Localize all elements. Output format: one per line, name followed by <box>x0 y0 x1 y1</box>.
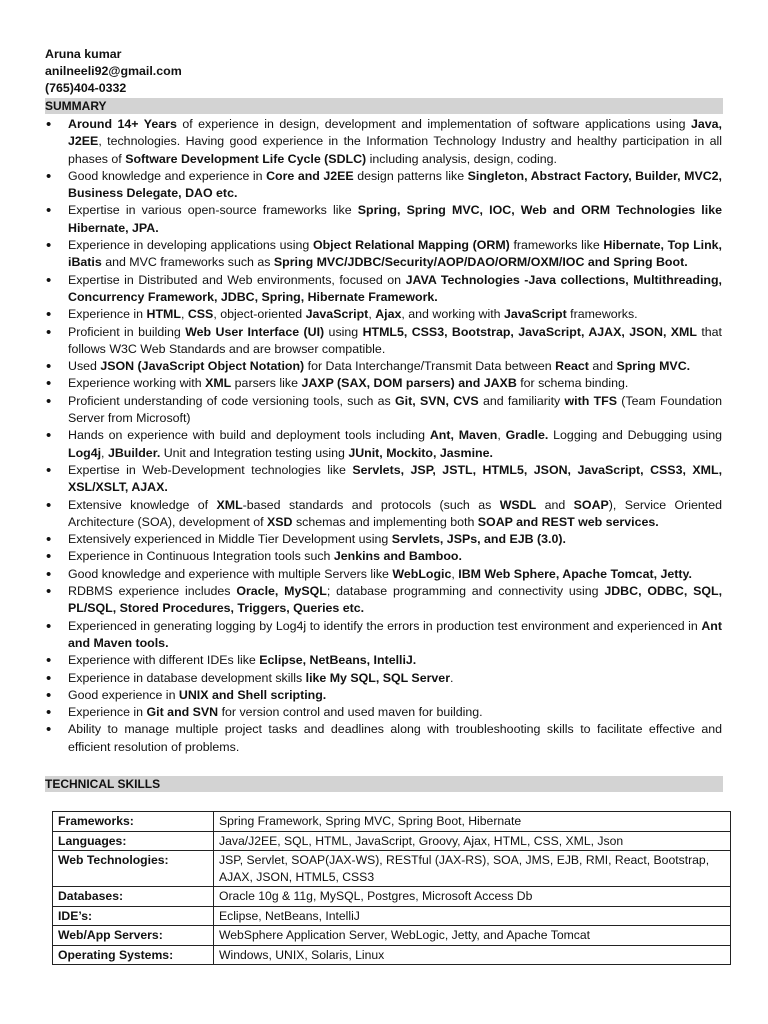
skills-row <box>53 851 731 887</box>
body-text: Proficient in building <box>68 324 186 339</box>
summary-bullet <box>45 202 722 237</box>
body-text: for version control and used maven for building. <box>218 705 483 720</box>
bold-text: Ant and Maven tools. <box>68 618 722 650</box>
body-text: design patterns like <box>353 168 468 183</box>
bold-text: Servlets, JSP, JSTL, HTML5, JSON, JavaScript, CSS3, XML, XSL/XSLT, AJAX. <box>68 462 723 495</box>
body-text: and <box>536 497 574 512</box>
summary-bullet <box>45 704 722 721</box>
body-text: and familiarity <box>478 393 565 408</box>
summary-bullet <box>45 393 722 428</box>
skills-row <box>53 945 731 965</box>
summary-bullet <box>45 324 722 359</box>
bold-text: Software Development Life Cycle (SDLC) <box>125 151 367 166</box>
body-text: -based standards and protocols (such as <box>242 497 500 512</box>
bold-text: Git and SVN <box>146 705 219 720</box>
body-text: RDBMS experience includes <box>68 584 237 599</box>
skill-values: Oracle 10g & 11g, MySQL, Postgres, Microsoft Access Db <box>214 887 731 907</box>
bold-text: Jenkins and Bamboo. <box>333 549 462 564</box>
body-text: Experienced in generating logging by Log4j to identify the errors in production test environment and experienced in <box>68 618 702 633</box>
bold-text: like My SQL, SQL Server <box>305 670 451 685</box>
body-text: Extensive knowledge of <box>68 497 217 512</box>
skills-row <box>53 887 731 907</box>
bold-text: Around 14+ Years <box>68 117 177 131</box>
bold-text: React <box>555 359 589 374</box>
skill-values: Spring Framework, Spring MVC, Spring Boot, Hibernate <box>214 812 731 832</box>
bold-text: JUnit, Mockito, Jasmine. <box>348 445 493 460</box>
skill-values: WebSphere Application Server, WebLogic, Jetty, and Apache Tomcat <box>214 926 731 946</box>
body-text: Expertise in Web-Development technologies like <box>68 462 353 477</box>
skills-row <box>53 926 731 946</box>
body-text: and <box>588 359 617 374</box>
body-text: of experience in design, development and implementation of software applications using <box>176 117 691 131</box>
summary-bullet <box>45 583 722 618</box>
bold-text: Ajax <box>375 307 402 322</box>
bold-text: with TFS <box>564 393 617 408</box>
skill-category: Frameworks: <box>53 812 214 832</box>
summary-bullet <box>45 375 722 392</box>
body-text: for schema binding. <box>516 376 629 391</box>
skill-values: Windows, UNIX, Solaris, Linux <box>214 945 731 965</box>
body-text: parsers like <box>231 376 302 391</box>
body-text: frameworks. <box>566 307 638 322</box>
summary-bullet <box>45 462 722 497</box>
bold-text: Object Relational Mapping (ORM) <box>312 238 510 253</box>
body-text: frameworks like <box>509 238 604 253</box>
skill-category: IDE’s: <box>53 906 214 926</box>
body-text: ; database programming and connectivity using <box>326 584 605 599</box>
bold-text: JAVA Technologies -Java collections, Multithreading, Concurrency Framework, JDBC, Spring, Hibernate Framework. <box>68 272 722 304</box>
bold-text: XML <box>205 376 232 391</box>
body-text: Used <box>68 359 101 374</box>
skill-values: Eclipse, NetBeans, IntelliJ <box>214 906 731 926</box>
bold-text: Spring MVC/JDBC/Security/AOP/DAO/ORM/OXM/IOC and Spring Boot. <box>273 255 688 270</box>
candidate-name: Aruna kumar <box>45 47 122 61</box>
summary-bullet <box>45 497 722 532</box>
bold-text: SOAP <box>573 497 609 512</box>
body-text: ), Service Oriented Architecture (SOA), development of <box>68 497 723 529</box>
bold-text: Spring MVC. <box>616 359 691 374</box>
bold-text: UNIX and Shell scripting. <box>178 687 327 702</box>
body-text: Logging and Debugging using <box>548 428 723 443</box>
bold-text: Core and J2EE <box>266 168 354 183</box>
body-text: Good knowledge and experience with multiple Servers like <box>68 566 393 581</box>
bold-text: XSD <box>267 514 293 529</box>
skills-row <box>53 831 731 851</box>
body-text: , and working with <box>401 307 505 322</box>
bold-text: Spring, Spring MVC, IOC, Web and ORM Technologies like Hibernate, JPA. <box>68 203 722 235</box>
bold-text: Java, J2EE <box>68 117 722 149</box>
body-text: , <box>180 307 188 322</box>
bold-text: WebLogic <box>392 566 452 581</box>
bold-text: JavaScript <box>305 307 369 322</box>
body-text: Unit and Integration testing using <box>160 445 349 460</box>
summary-bullet <box>45 548 722 565</box>
skill-category: Databases: <box>53 887 214 907</box>
bold-text: IBM Web Sphere, Apache Tomcat, Jetty. <box>458 566 692 581</box>
body-text: Expertise in Distributed and Web environments, focused on <box>68 272 406 287</box>
body-text: Expertise in various open-source frameworks like <box>68 203 358 218</box>
summary-bullet <box>45 618 722 653</box>
bold-text: JavaScript <box>504 307 567 322</box>
summary-bullet <box>45 531 722 548</box>
body-text: , <box>101 445 108 460</box>
summary-heading: SUMMARY <box>45 98 723 114</box>
summary-bullet <box>45 306 722 323</box>
summary-bullet <box>45 272 722 307</box>
candidate-email: anilneeli92@gmail.com <box>45 64 182 78</box>
body-text: , object-oriented <box>213 307 306 322</box>
body-text: Hands on experience with build and deployment tools including <box>68 428 430 443</box>
skills-row <box>53 812 731 832</box>
summary-bullet <box>45 358 722 375</box>
body-text: , <box>497 428 506 443</box>
body-text: including analysis, design, coding. <box>366 151 557 166</box>
body-text: Experience in <box>68 307 147 322</box>
skill-values: JSP, Servlet, SOAP(JAX-WS), RESTful (JAX-RS), SOA, JMS, EJB, RMI, React, Bootstrap, AJAX, JSON, HTML5, CSS3 <box>214 851 731 887</box>
body-text: , <box>451 566 459 581</box>
bold-text: Gradle. <box>505 428 549 443</box>
summary-bullet <box>45 721 722 756</box>
skills-row <box>53 906 731 926</box>
body-text: , <box>368 307 376 322</box>
skill-category: Web/App Servers: <box>53 926 214 946</box>
body-text: Experience with different IDEs like <box>68 653 260 668</box>
bold-text: CSS <box>187 307 214 322</box>
body-text: using <box>324 324 363 339</box>
bold-text: HTML5, CSS3, Bootstrap, JavaScript, AJAX, JSON, XML <box>362 324 697 339</box>
bold-text: WSDL <box>499 497 537 512</box>
technical-skills-table <box>52 811 731 965</box>
bold-text: Log4j <box>68 445 102 460</box>
summary-list <box>45 116 722 756</box>
body-text: , technologies. Having good experience in the Information Technology Industry and healthy participation in all phases of <box>68 134 722 166</box>
body-text: Experience working with <box>68 376 206 391</box>
skill-category: Operating Systems: <box>53 945 214 965</box>
skill-category: Web Technologies: <box>53 851 214 887</box>
bold-text: Servlets, JSPs, and EJB (3.0). <box>391 532 566 547</box>
body-text: schemas and implementing both <box>292 514 478 529</box>
bold-text: XML <box>216 497 243 512</box>
bold-text: Singleton, Abstract Factory, Builder, MVC2, Business Delegate, DAO etc. <box>68 168 722 201</box>
body-text: for Data Interchange/Transmit Data between <box>304 359 556 374</box>
contact-header <box>45 46 182 97</box>
body-text: . <box>450 670 454 685</box>
summary-bullet <box>45 237 722 272</box>
body-text: (Team Foundation Server from Microsoft) <box>68 393 723 426</box>
body-text: Good knowledge and experience in <box>68 168 267 183</box>
skill-category: Languages: <box>53 831 214 851</box>
bold-text: JAXP (SAX, DOM parsers) and JAXB <box>301 376 517 391</box>
bold-text: Git, SVN, CVS <box>395 393 479 408</box>
body-text: Good experience in <box>68 687 179 702</box>
bold-text: SOAP and REST web services. <box>477 514 659 529</box>
body-text: Experience in Continuous Integration tools such <box>68 549 334 564</box>
body-text: that follows W3C Web Standards and are browser compatible. <box>68 324 722 356</box>
summary-bullet <box>45 687 722 704</box>
bold-text: Web User Interface (UI) <box>185 324 325 339</box>
technical-skills-heading: TECHNICAL SKILLS <box>45 776 723 792</box>
body-text: Extensively experienced in Middle Tier Development using <box>68 532 392 547</box>
bold-text: HTML <box>146 307 181 322</box>
body-text: Experience in database development skills <box>68 670 306 685</box>
body-text: Ability to manage multiple project tasks and deadlines along with troubleshooting skills to facilitate effective and efficient resolution of problems. <box>68 722 722 754</box>
bold-text: Oracle, MySQL <box>236 584 327 599</box>
body-text: Experience in <box>68 705 147 720</box>
body-text: and MVC frameworks such as <box>101 255 274 270</box>
candidate-phone: (765)404-0332 <box>45 81 127 95</box>
summary-bullet <box>45 427 722 462</box>
body-text: Proficient understanding of code versioning tools, such as <box>68 393 396 408</box>
summary-bullet <box>45 168 722 203</box>
bold-text: Ant, Maven <box>429 428 498 443</box>
skill-values: Java/J2EE, SQL, HTML, JavaScript, Groovy, Ajax, HTML, CSS, XML, Json <box>214 831 731 851</box>
summary-bullet <box>45 566 722 583</box>
summary-bullet <box>45 652 722 669</box>
body-text: Experience in developing applications using <box>68 238 313 253</box>
summary-bullet <box>45 116 722 168</box>
summary-bullet <box>45 670 722 687</box>
bold-text: Hibernate, Top Link, iBatis <box>68 238 722 270</box>
bold-text: JDBC, ODBC, SQL, PL/SQL, Stored Procedures, Triggers, Queries etc. <box>68 584 723 616</box>
bold-text: JSON (JavaScript Object Notation) <box>100 359 305 374</box>
bold-text: Eclipse, NetBeans, IntelliJ. <box>259 653 417 668</box>
bold-text: JBuilder. <box>107 445 161 460</box>
